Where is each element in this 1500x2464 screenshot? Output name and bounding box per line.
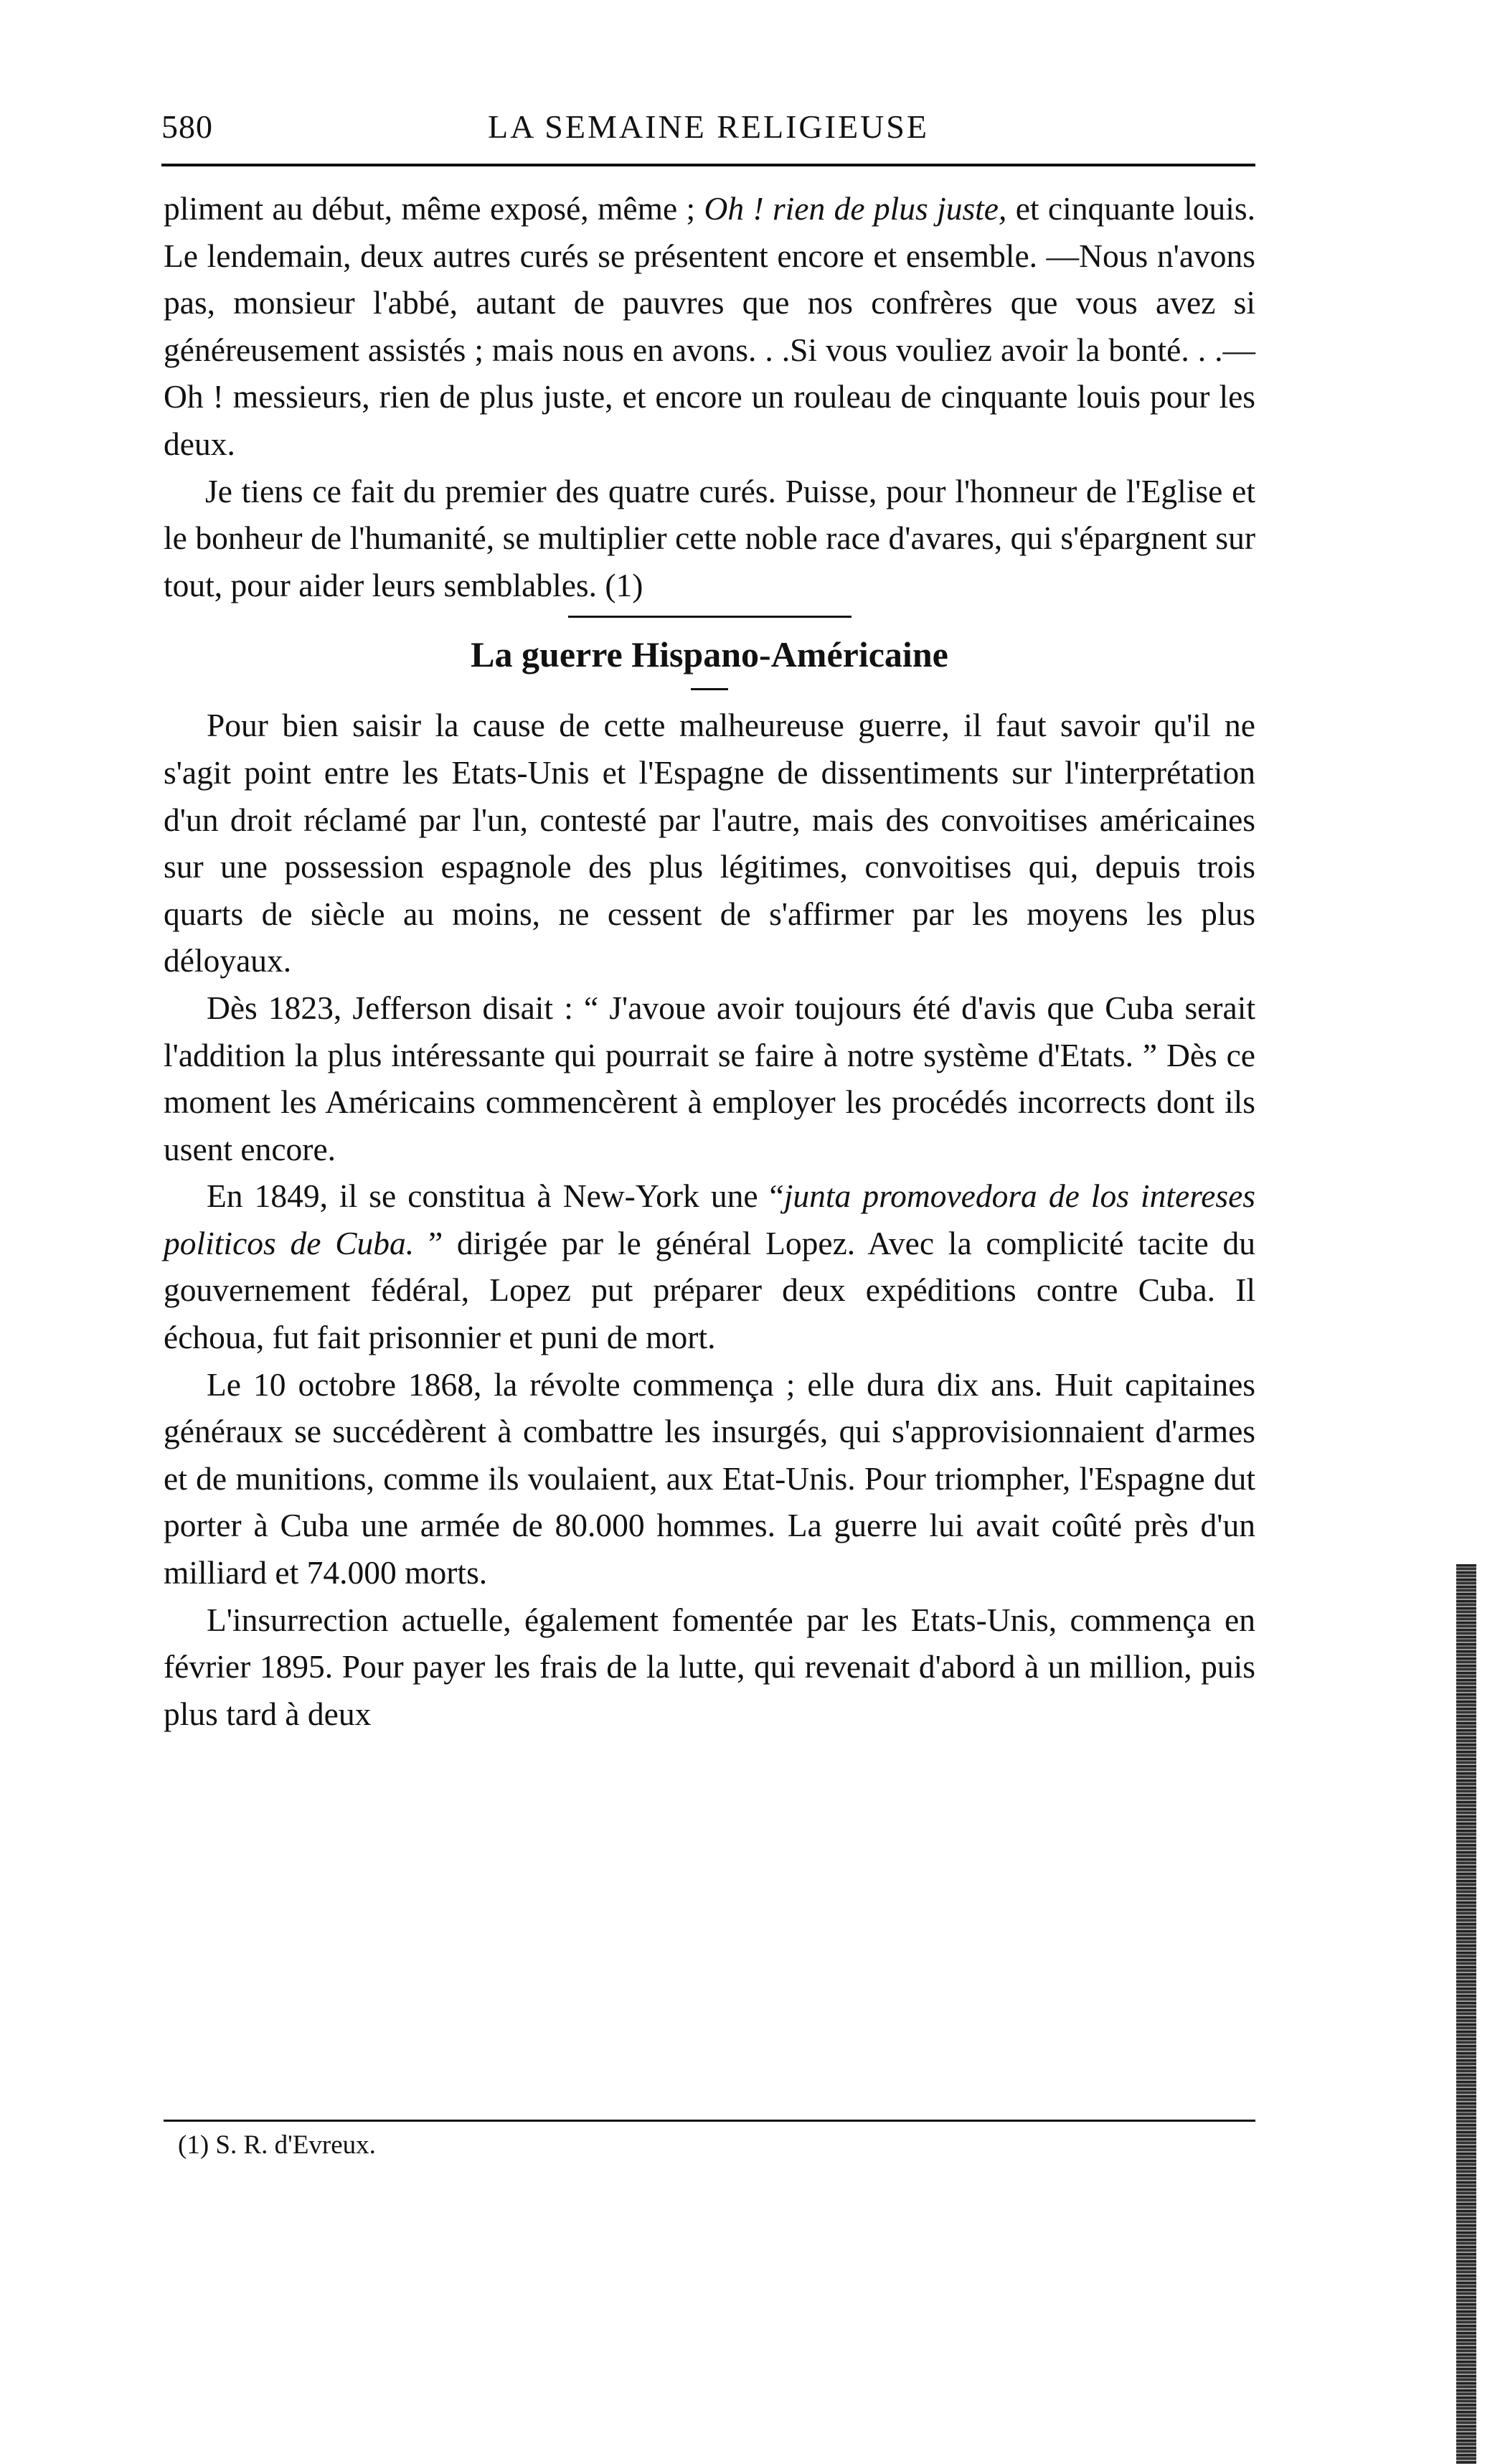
paragraph-text: En 1849, il se constitua à New-York une “ (207, 1177, 784, 1215)
scan-edge-strip (1456, 1564, 1476, 2464)
paragraph: Le 10 octobre 1868, la révolte commença ; elle dura dix ans. Huit capitaines généraux se succédèrent à combattre les insurgés, qui s'approvisionnaient d'armes et de munitions, comme ils voulaient, aux Etat-Unis. Pour triompher, l'Espagne dut porter à Cuba une armée de 80.000 hommes. La guerre lui avait coûté près d'un milliard et 74.000 morts. (164, 1365, 1255, 1591)
header-rule (161, 164, 1255, 166)
running-head (161, 99, 1255, 156)
paragraph-text: et cinquante louis. Le lendemain, deux autres curés se présentent encore et ensemble. —Nous n'avons pas, monsieur l'abbé, autant de pauvres que nos confrères que vous avez si généreusement assistés ; mais nous en avons. . .Si vous vouliez avoir la bonté. . .— Oh ! messieurs, rien de plus juste, et encore un rouleau de cinquante louis pour les deux. (164, 190, 1255, 462)
footnote-rule (164, 2120, 1255, 2122)
paragraph-text: ” dirigée par le général Lopez. Avec la complicité tacite du gouvernement fédéral, Lopez put préparer deux expéditions contre Cuba. Il échoua, fut fait prisonnier et puni de mort. (164, 1224, 1255, 1356)
paragraph (164, 1172, 1255, 1360)
emphasis-text: junta promovedora de los intereses politicos de Cuba. (164, 1177, 1255, 1261)
paragraph: Je tiens ce fait du premier des quatre curés. Puisse, pour l'honneur de l'Eglise et le bonheur de l'humanité, se multiplier cette noble race d'avares, qui s'épargnent sur tout, pour aider leurs semblables. (1) (164, 472, 1255, 603)
title-dash (691, 688, 728, 690)
paragraph: L'insurrection actuelle, également fomentée par les Etats-Unis, commença en février 1895. Pour payer les frais de la lutte, qui revenait d'abord à un million, puis plus tard à deux (164, 1601, 1255, 1732)
paragraph: Dès 1823, Jefferson disait : “ J'avoue avoir toujours été d'avis que Cuba serait l'addition la plus intéressante qui pourrait se faire à notre système d'Etats. ” Dès ce moment les Américains commencèrent à employer les procédés incorrects dont ils usent encore. (164, 989, 1255, 1167)
running-title: LA SEMAINE RELIGIEUSE (488, 108, 929, 145)
section-separator (568, 616, 852, 618)
paragraph: Pour bien saisir la cause de cette malheureuse guerre, il faut savoir qu'il ne s'agit point entre les Etats-Unis et l'Espagne de dissentiments sur l'interprétation d'un droit réclamé par l'un, contesté par l'autre, mais des convoitises américaines sur une possession espagnole des plus légitimes, convoitises qui, depuis trois quarts de siècle au moins, ne cessent de s'affirmer par les moyens les plus déloyaux. (164, 707, 1255, 979)
section-title: La guerre Hispano-Américaine (471, 634, 948, 675)
paragraph-text: pliment au début, même exposé, même ; (164, 190, 704, 227)
paragraph-continued (164, 185, 1255, 468)
footnote: (1) S. R. d'Evreux. (178, 2130, 376, 2160)
body-text (164, 185, 1255, 1737)
page-number: 580 (161, 108, 213, 145)
emphasis-text: Oh ! rien de plus juste, (704, 190, 1007, 227)
